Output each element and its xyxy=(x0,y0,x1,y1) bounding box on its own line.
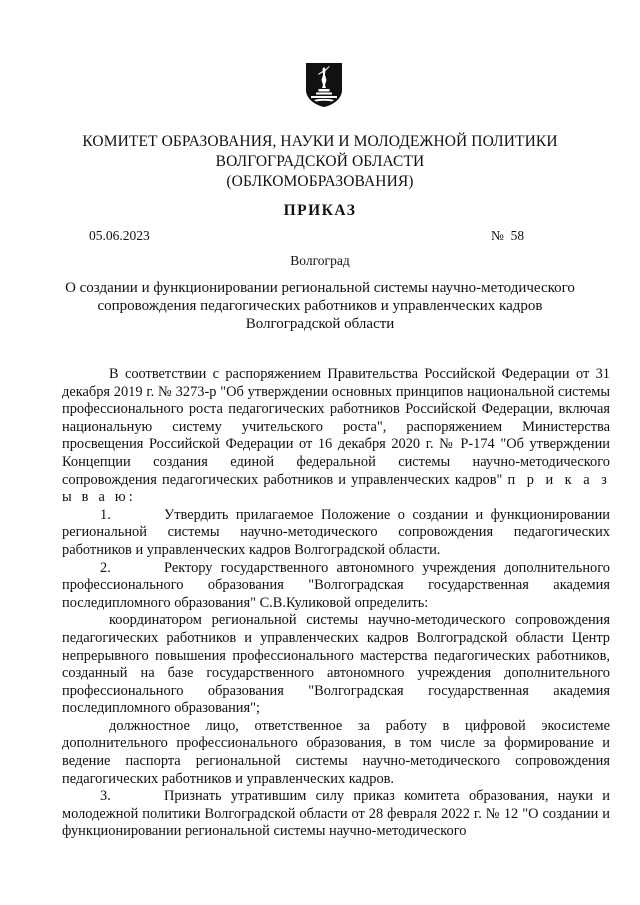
subject-line-2: сопровождения педагогических работников и управленческих кадров xyxy=(97,298,543,314)
organization-abbreviation: (ОБЛКОМОБРАЗОВАНИЯ) xyxy=(226,173,414,190)
order-word: п р и к а з ы в а ю: xyxy=(62,471,610,506)
preamble-paragraph xyxy=(62,366,610,507)
item-3-text: Признать утратившим силу приказ комитета образования, науки и молодежной политики Волгоградской области от 28 февраля 2022 г. № 12 "О создании и функционировании региональной системы научно-методического xyxy=(62,788,610,840)
item-3-paragraph xyxy=(62,788,610,841)
subject-line-1: О создании и функционировании региональной системы научно-методического xyxy=(65,280,575,296)
organization-name-line-1: КОМИТЕТ ОБРАЗОВАНИЯ, НАУКИ И МОЛОДЕЖНОЙ ПОЛИТИКИ xyxy=(82,133,558,150)
document-number: № 58 xyxy=(491,228,525,243)
item-2-number: 2. xyxy=(100,559,111,576)
document-date: 05.06.2023 xyxy=(89,228,150,243)
item-2-text: Ректору государственного автономного учреждения дополнительного профессионального образования "Волгоградская государственная академия последипломного образования" С.В.Куликовой определить: xyxy=(62,559,610,611)
item-1-text: Утвердить прилагаемое Положение о создании и функционировании региональной системы научно-методического сопровождения педагогических работников и управленческих кадров Волгоградской области. xyxy=(62,506,610,558)
document-city: Волгоград xyxy=(290,253,350,268)
item-2-paragraph xyxy=(62,560,610,613)
organization-name-line-2: ВОЛГОГРАДСКОЙ ОБЛАСТИ xyxy=(215,153,425,170)
subject-line-3: Волгоградской области xyxy=(245,316,395,332)
item-2-official-paragraph: должностное лицо, ответственное за работу в цифровой экосистеме дополнительного профессионального образования, в том числе за формирование и ведение паспорта региональной системы научно-методического сопровождения педагогических работников и управленческих кадров. xyxy=(62,717,610,787)
coat-of-arms-icon xyxy=(305,62,343,108)
item-2-coordinator-paragraph: координатором региональной системы научно-методического сопровождения педагогических работников и управленческих кадров Волгоградской области Центр непрерывного повышения профессионального мастерства педагогических работников, созданный на базе государственного автономного учреждения дополнительного профессионального образования "Волгоградская государственная академия последипломного образования"; xyxy=(62,612,610,717)
item-3-number: 3. xyxy=(100,788,111,805)
item-1-number: 1. xyxy=(100,506,111,523)
item-1-paragraph xyxy=(62,507,610,560)
document-body xyxy=(62,366,610,841)
document-type-title: ПРИКАЗ xyxy=(283,202,357,219)
preamble-text: В соответствии с распоряжением Правительства Российской Федерации от 31 декабря 2019 г. № 3273-р "Об утверждении основных принципов национальной системы профессионального роста педагогических работников Российской Федерации, включая национальную систему учительского роста", распоряжением Министерства просвещения Российской Федерации от 16 декабря 2020 г. № Р-174 "Об утверждении Концепции создания единой федеральной системы научно-методического сопровождения педагогических работников и управленческих кадров" xyxy=(62,366,610,488)
